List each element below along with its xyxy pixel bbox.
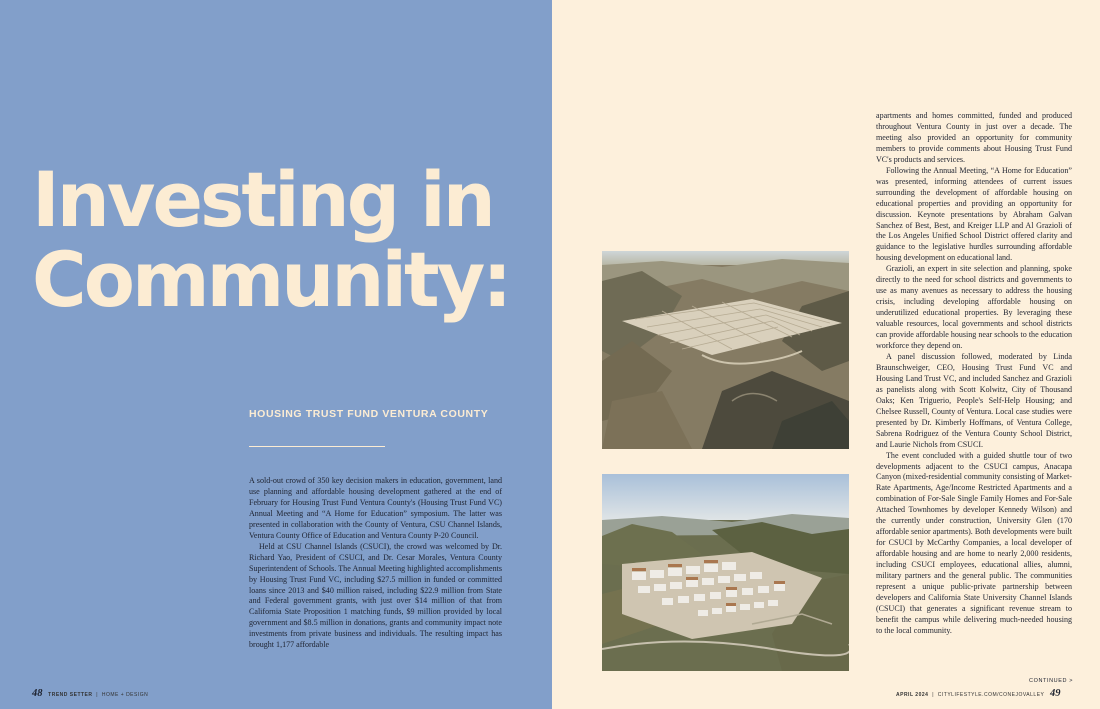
publication-name: TREND SETTER	[48, 692, 93, 698]
body-paragraph: A panel discussion followed, moderated by Linda Braunschweiger, CEO, Housing Trust Fund VC and Housing Land Trust VC, and included Sanchez and Grazioli as panelists along with Scott Kolwitz, City of Thousand Oaks; Ken Triguerio, People's Self-Help Housing; and Chelsee Russell, County of Ventura. Local case studies were presented by Dr. Kimberly Hoffmans, of Ventura College, Sabrena Rodriguez of the Ventura County School District, and Laurie Nichols from CSUCI.	[876, 351, 1072, 449]
right-footer: APRIL 2024 | CITYLIFESTYLE.COM/CONEJOVALLEY 49	[896, 688, 1061, 699]
right-body-column	[876, 111, 1072, 637]
page-number-left: 48	[32, 688, 43, 699]
aerial-housing-development-photo	[602, 474, 849, 671]
left-body-column	[249, 476, 502, 651]
body-paragraph: Following the Annual Meeting, “A Home for Education” was presented, informing attendees of current issues surrounding the development of affordable housing on educational properties and providing an opportunity for discussion. Keynote presentations by Abraham Galvan Sanchez of Best, Best, and Kreiger LLP and Al Grazioli of the Los Angeles Unified School District offered clarity and guidance to the legislative hurdles surrounding affordable housing development on educational land.	[876, 165, 1072, 263]
aerial-housing-development-image	[602, 474, 849, 671]
left-footer: 48 TREND SETTER | HOME + DESIGN	[32, 688, 149, 699]
title-line-2: Community:	[32, 235, 510, 324]
issue-date: APRIL 2024	[896, 692, 929, 698]
aerial-graded-lots-image	[602, 251, 849, 449]
page-number-right: 49	[1049, 688, 1061, 699]
subtitle-divider	[249, 446, 385, 447]
body-paragraph: The event concluded with a guided shuttle tour of two developments adjacent to the CSUCI campus, Anacapa Canyon (mixed-residential community consisting of Market-Rate Apartments, Age/Income Restricted Apartments and a combination of For-Sale Single Family Homes and For-Sale Attached Townhomes by developer Kennedy Wilson) and the currently under construction, University Glen (170 affordable senior apartments). Both developments were built for CSUCI by McCarthy Companies, a local developer of affordable housing and are home to nearly 2,000 residents, including CSUCI employees, educational allies, alumni, military partners and the general public. The communities represent a unique public-private partnership between developers and California State University Channel Islands (CSUCI) that generates a significant revenue stream to benefit the campus while delivering much-needed housing to the local community.	[876, 450, 1072, 635]
website-url: CITYLIFESTYLE.COM/CONEJOVALLEY	[937, 692, 1045, 698]
section-name: HOME + DESIGN	[101, 692, 149, 698]
body-paragraph: A sold-out crowd of 350 key decision makers in education, government, land use planning and affordable housing development gathered at the end of February for Housing Trust Fund Ventura County's (Housing Trust Fund VC) Annual Meeting and “A Home for Education” symposium. The latter was presented in collaboration with the County of Ventura, CSU Channel Islands, Ventura County Office of Education and Ventura County P-20 Council.	[249, 476, 502, 540]
aerial-graded-lots-photo	[602, 251, 849, 449]
body-paragraph: apartments and homes committed, funded and produced throughout Ventura County in just over a decade. The meeting also provided an opportunity for community members to provide comments about Housing Trust Fund VC's products and services.	[876, 111, 1072, 164]
article-title	[32, 155, 510, 324]
continued-label: CONTINUED >	[1029, 678, 1074, 684]
body-paragraph: Grazioli, an expert in site selection and planning, spoke directly to the need for school districts and governments to use as many avenues as necessary to address the housing crisis, including developing affordable housing on underutilized educational properties. By leveraging these valuable resources, local governments and school districts can provide affordable housing near schools to the education workforce they depend on.	[876, 264, 1072, 351]
article-subtitle: HOUSING TRUST FUND VENTURA COUNTY	[249, 408, 489, 420]
title-line-1: Investing in	[32, 155, 493, 244]
body-paragraph: Held at CSU Channel Islands (CSUCI), the crowd was welcomed by Dr. Richard Yao, President of CSUCI, and Dr. Cesar Morales, Ventura County Superintendent of Schools. The Annual Meeting highlighted accomplishments by Housing Trust Fund VC, including $27.5 million in funded or committed loans since 2013 and $40 million raised, including $22.9 million from State and Federal government grants, with just over $14 million of that from California State Proposition 1 matching funds, $9 million provided by local government and $8.5 million in donations, grants and community impact note investments from private business and individuals. The resulting impact has brought 1,177 affordable	[249, 541, 502, 650]
